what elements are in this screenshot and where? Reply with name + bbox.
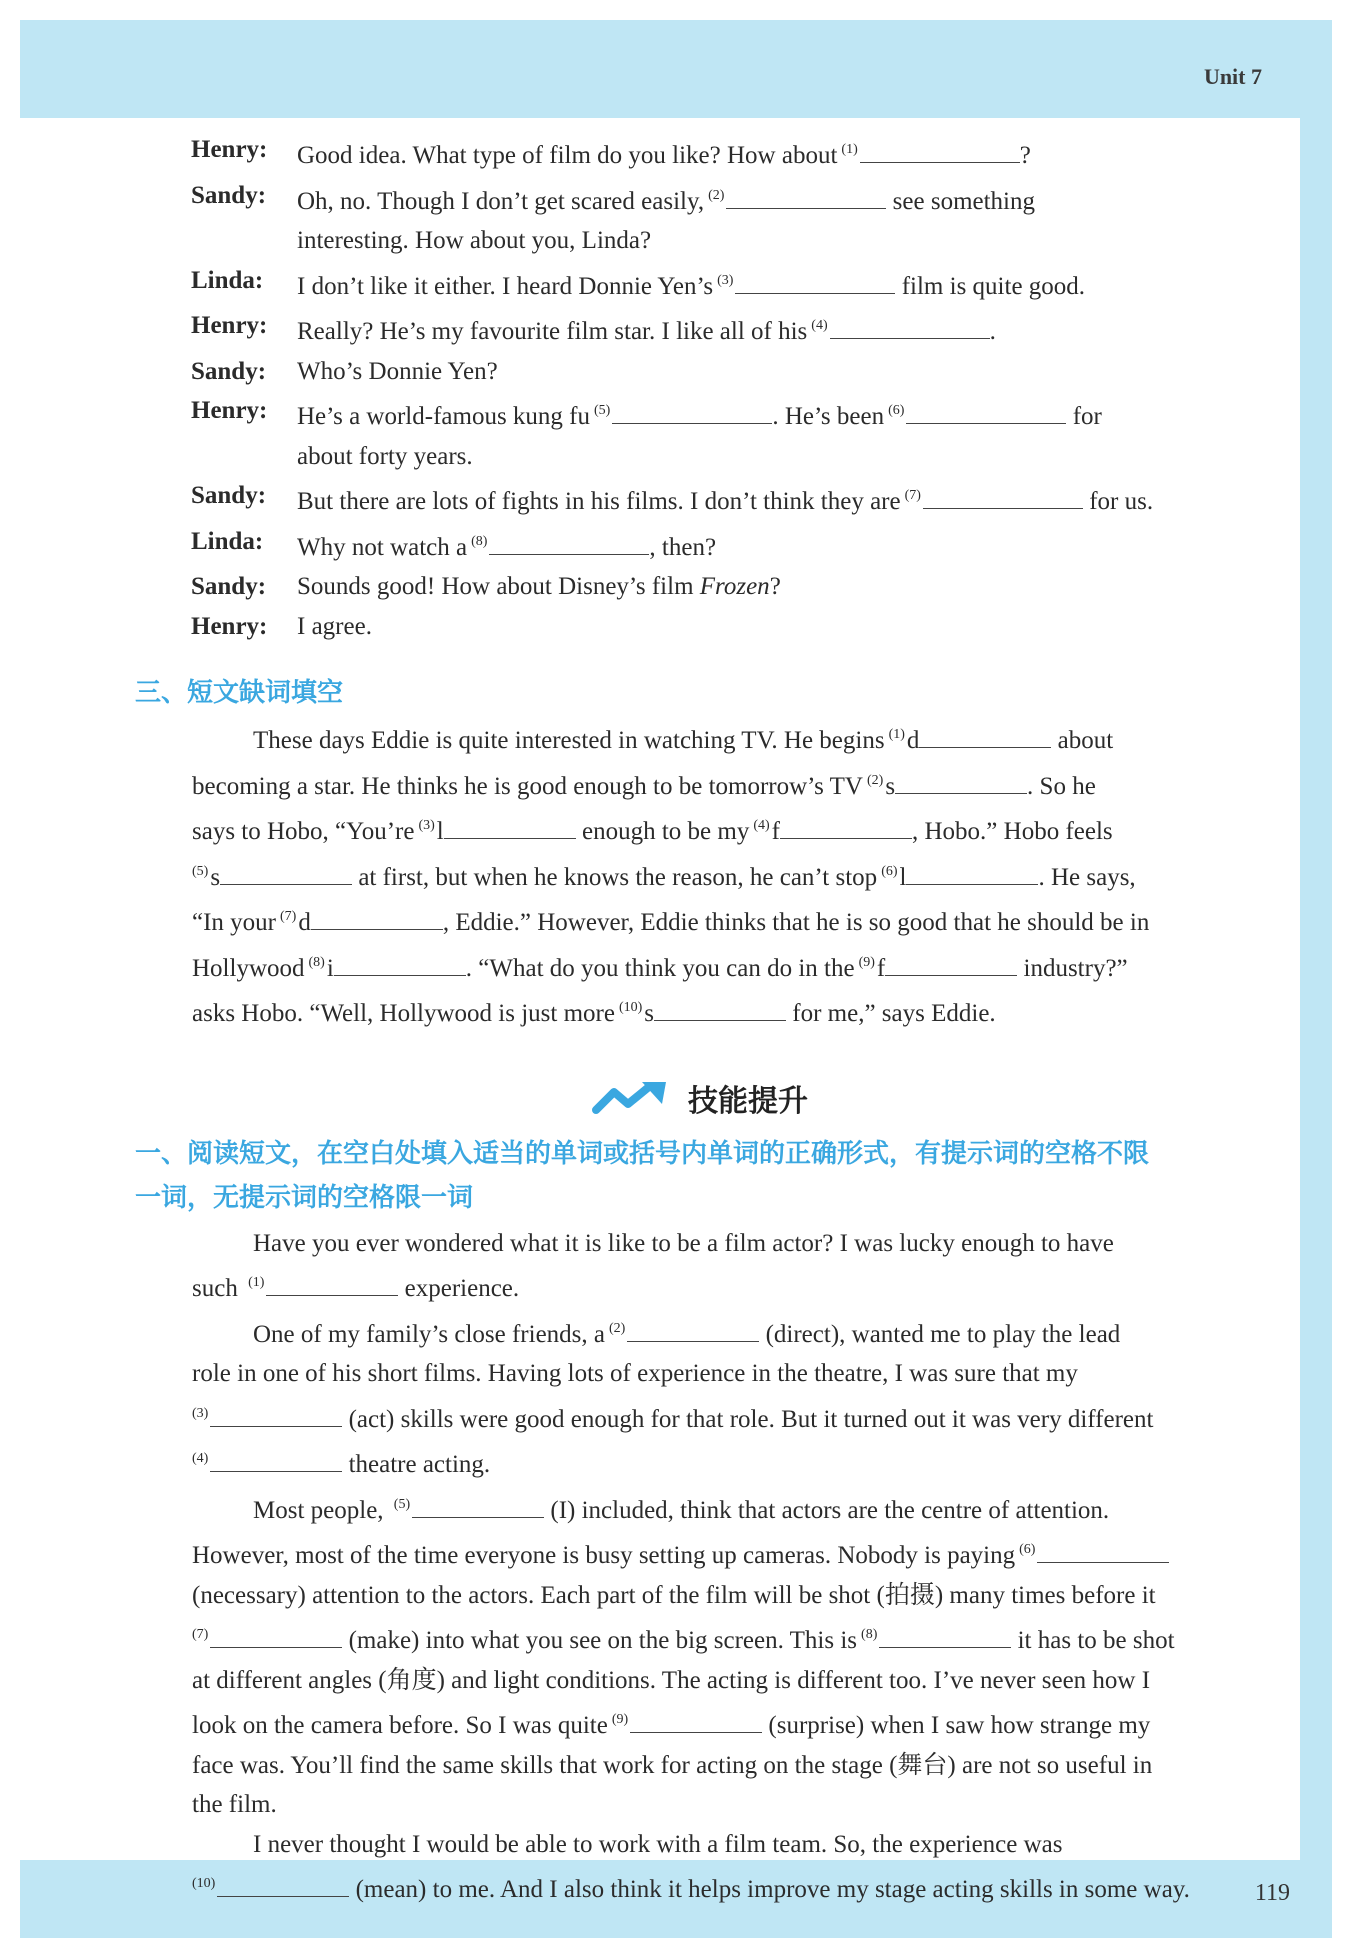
answer-blank[interactable] <box>266 1273 398 1296</box>
line-text: about forty years. <box>297 442 473 470</box>
speaker <box>135 437 297 477</box>
blank-number: (7) <box>280 909 297 924</box>
answer-blank[interactable] <box>630 1710 762 1733</box>
dialogue-line <box>135 607 1265 647</box>
passage-line: the film. <box>192 1791 277 1818</box>
answer-blank[interactable] <box>830 316 990 339</box>
blank-number: (8) <box>861 1627 878 1642</box>
answer-blank[interactable] <box>879 1625 1011 1648</box>
dialogue-line <box>135 130 1265 176</box>
passage-line: role in one of his short films. Having lots of experience in the theatre, I was sure that my <box>192 1360 1078 1387</box>
blank-number: (2) <box>866 772 884 788</box>
speaker: Henry: <box>191 612 268 640</box>
passage-line: $^{(4)}$ theatre acting. <box>192 1451 491 1478</box>
blank-number: (7) <box>192 1627 209 1642</box>
line-text: Why not watch a <box>297 533 468 561</box>
skills-title: 技能提升 <box>688 1083 808 1119</box>
answer-blank[interactable] <box>489 532 649 555</box>
instruction-line: 一词，无提示词的空格限一词 <box>135 1182 474 1213</box>
skills-banner <box>135 1076 1265 1120</box>
line-text: . He’s been <box>772 403 885 430</box>
passage-line: at different angles (角度) and light conditions. The acting is different too. I’ve never seen how I <box>192 1666 1151 1694</box>
passage-line: $^{(10)}$ (mean) to me. And I also think it helps improve my stage acting skills in some way. <box>192 1876 1190 1903</box>
speaker: Linda: <box>191 266 264 294</box>
line-text: for us. <box>1089 488 1154 515</box>
dialogue-line <box>135 437 1265 477</box>
blank-number: (6) <box>881 863 898 879</box>
answer-blank[interactable] <box>334 953 466 976</box>
right-color-band <box>1300 20 1332 1880</box>
passage-line: face was. You’ll find the same skills that work for acting on the stage (舞台) are not so useful in <box>192 1751 1153 1779</box>
answer-blank[interactable] <box>210 1625 342 1648</box>
blank-number: (7) <box>904 488 921 503</box>
speaker: Sandy: <box>191 357 267 385</box>
blank-number: (1) <box>841 142 858 157</box>
answer-blank[interactable] <box>220 862 352 885</box>
answer-blank[interactable] <box>895 771 1027 794</box>
line-text: for <box>1072 403 1102 430</box>
blank-number: (1) <box>248 1275 265 1290</box>
speaker: Sandy: <box>191 573 267 600</box>
line-text: He’s a world-famous kung fu <box>297 403 590 430</box>
dialogue <box>135 130 1265 646</box>
answer-blank[interactable] <box>412 1495 544 1518</box>
answer-blank[interactable] <box>627 1319 759 1342</box>
passage-line: However, most of the time everyone is busy setting up cameras. Nobody is paying $^{(6)}$ <box>135 1530 1267 1576</box>
line-text: Really? He’s my favourite film star. I like all of his <box>297 318 808 345</box>
passage-line: $^{(5)}$s at first, but when he knows the reason, he can’t stop $^{(6)}$l . He says, <box>192 863 1136 891</box>
top-color-band <box>20 20 1332 118</box>
answer-blank[interactable] <box>217 1874 349 1897</box>
dialogue-line <box>135 522 1265 568</box>
passage-line: These days Eddie is quite interested in watching TV. He begins $^{(1)}$d about <box>253 727 1114 754</box>
answer-blank[interactable] <box>860 140 1020 163</box>
blank-number: (9) <box>858 954 875 970</box>
passage-line: $^{(7)}$ (make) into what you see on the big screen. This is $^{(8)}$ it has to be shot <box>192 1627 1175 1654</box>
answer-blank[interactable] <box>726 186 886 209</box>
answer-blank[interactable] <box>923 486 1083 509</box>
blank-number: (8) <box>308 954 325 970</box>
passage-line: “In your $^{(7)}$d , Eddie.” However, Eddie thinks that he is so good that he should be in <box>192 909 1150 936</box>
blank-number: (2) <box>609 1320 626 1336</box>
blank-number: (3) <box>418 818 435 833</box>
blank-number: (4) <box>753 818 770 833</box>
speaker: Linda: <box>191 527 264 555</box>
section-title-reading <box>135 1132 1265 1220</box>
line-text: , then? <box>649 533 717 561</box>
line-text: Sounds good! How about Disney’s film <box>297 573 694 600</box>
answer-blank[interactable] <box>780 816 912 839</box>
section-title-fill-in: 三、短文缺词填空 <box>135 678 344 708</box>
blank-number: (3) <box>192 1405 209 1421</box>
blank-number: (4) <box>192 1451 209 1466</box>
passage-fill-in <box>135 715 1265 1034</box>
blank-number: (10) <box>192 1876 216 1891</box>
instruction-line: 一、阅读短文，在空白处填入适当的单词或括号内单词的正确形式，有提示词的空格不限 <box>135 1138 1150 1169</box>
speaker: Sandy: <box>191 181 267 209</box>
speaker <box>135 221 297 261</box>
passage-line: $^{(3)}$ (act) skills were good enough for that role. But it turned out it was very different <box>192 1405 1154 1433</box>
blank-number: (6) <box>888 403 905 418</box>
dialogue-line <box>135 352 1265 392</box>
blank-number: (5) <box>192 863 209 879</box>
dialogue-line <box>135 261 1265 307</box>
speaker: Henry: <box>191 136 268 163</box>
passage-line: Hollywood $^{(8)}$i . “What do you think you can do in the $^{(9)}$f industry?” <box>192 954 1128 982</box>
line-text: ? <box>769 573 781 600</box>
answer-blank[interactable] <box>612 401 772 424</box>
dialogue-line <box>135 476 1265 522</box>
blank-number: (1) <box>888 727 905 742</box>
line-text: I don’t like it either. I heard Donnie Yen’s <box>297 272 714 300</box>
speaker: Sandy: <box>191 482 267 509</box>
line-text: I agree. <box>297 612 372 640</box>
line-text: . <box>989 318 996 345</box>
film-title: Frozen <box>699 573 770 600</box>
line-text: interesting. How about you, Linda? <box>297 227 652 254</box>
passage-line: One of my family’s close friends, a $^{(2)}$ (direct), wanted me to play the lead <box>253 1320 1121 1348</box>
line-text: film is quite good. <box>901 272 1086 300</box>
answer-blank[interactable] <box>906 862 1038 885</box>
passage-reading <box>135 1224 1265 1910</box>
answer-blank[interactable] <box>1037 1540 1169 1563</box>
blank-number: (8) <box>471 533 488 549</box>
answer-blank[interactable] <box>311 907 443 930</box>
blank-number: (10) <box>618 1000 643 1015</box>
line-text: Who’s Donnie Yen? <box>297 357 498 385</box>
answer-blank[interactable] <box>919 725 1051 748</box>
line-text: But there are lots of fights in his films. I don’t think they are <box>297 488 901 515</box>
answer-blank[interactable] <box>885 953 1017 976</box>
dialogue-line <box>135 221 1265 261</box>
passage-line: asks Hobo. “Well, Hollywood is just more $^{(10)}$s for me,” says Eddie. <box>192 1000 996 1027</box>
blank-number: (2) <box>708 187 725 203</box>
answer-blank[interactable] <box>210 1449 342 1472</box>
passage-line: Most people, $^{(5)}$ (I) included, think that actors are the centre of attention. <box>253 1496 1110 1524</box>
blank-number: (5) <box>594 403 611 418</box>
line-text: ? <box>1019 142 1031 169</box>
line-text: Oh, no. Though I don’t get scared easily, <box>297 187 705 215</box>
blank-number: (5) <box>393 1496 411 1512</box>
blank-number: (9) <box>611 1712 629 1727</box>
speaker: Henry: <box>191 397 268 424</box>
answer-blank[interactable] <box>906 401 1066 424</box>
passage-line: (necessary) attention to the actors. Each part of the film will be shot (拍摄) many times before it <box>192 1581 1156 1609</box>
dialogue-line <box>135 176 1265 222</box>
line-text: see something <box>892 187 1036 215</box>
passage-line: I never thought I would be able to work with a film team. So, the experience was <box>253 1830 1063 1858</box>
dialogue-line <box>135 391 1265 437</box>
passage-line: Have you ever wondered what it is like to be a film actor? I was lucky enough to have <box>253 1229 1114 1257</box>
line-text: Good idea. What type of film do you like? How about <box>297 142 838 169</box>
blank-number: (6) <box>1019 1542 1036 1557</box>
answer-blank[interactable] <box>210 1404 342 1427</box>
trend-up-icon <box>592 1080 672 1116</box>
blank-number: (4) <box>811 318 828 333</box>
passage-line: look on the camera before. So I was quite $^{(9)}$ (surprise) when I saw how strange my <box>192 1712 1151 1739</box>
speaker: Henry: <box>191 312 268 339</box>
page-number: 119 <box>1254 1880 1290 1906</box>
blank-number: (3) <box>717 272 734 288</box>
passage-line: such $^{(1)}$ experience. <box>192 1275 520 1302</box>
answer-blank[interactable] <box>444 816 576 839</box>
page-content <box>135 130 1265 1910</box>
answer-blank[interactable] <box>654 998 786 1021</box>
passage-line: becoming a star. He thinks he is good enough to be tomorrow’s TV $^{(2)}$s . So he <box>192 772 1096 800</box>
dialogue-line <box>135 567 1265 607</box>
answer-blank[interactable] <box>735 271 895 294</box>
passage-line: says to Hobo, “You’re $^{(3)}$l enough to be my $^{(4)}$f , Hobo.” Hobo feels <box>192 818 1113 845</box>
dialogue-line <box>135 306 1265 352</box>
unit-label: Unit 7 <box>1203 64 1262 89</box>
